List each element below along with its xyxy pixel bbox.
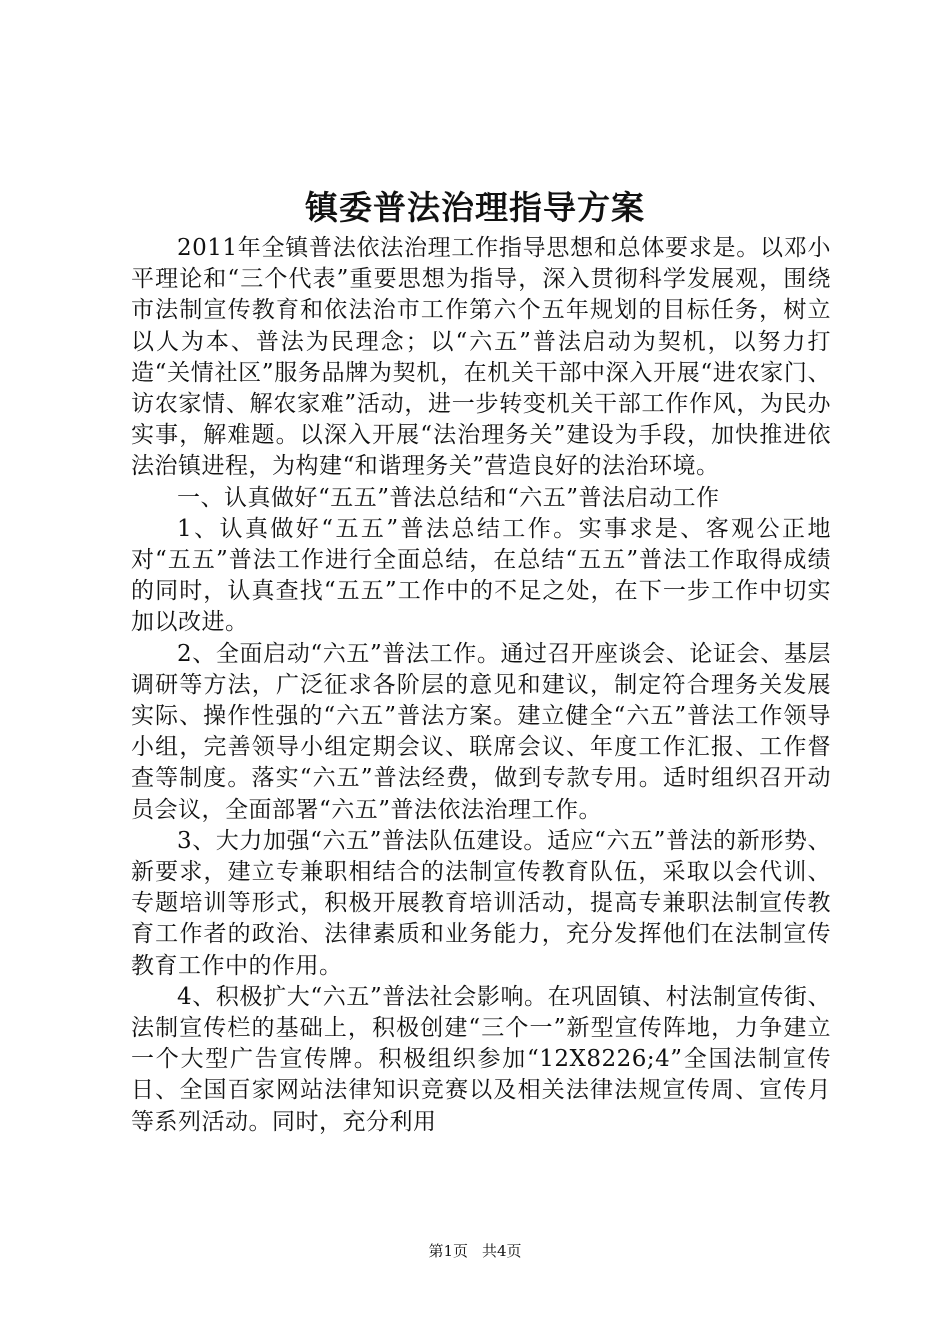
paragraph-item-2: 2、全面启动“六五”普法工作。通过召开座谈会、论证会、基层调研等方法，广泛征求各阶层的意见和建议，制定符合理务关发展实际、操作性强的“六五”普法方案。建立健全“六五”普法工作领导小组，完善领导小组定期会议、联席会议、年度工作汇报、工作督查等制度。落实“六五”普法经费，做到专款专用。适时组织召开动员会议，全面部署“六五”普法依法治理工作。 bbox=[131, 640, 831, 823]
document-body bbox=[131, 233, 831, 1138]
page-footer bbox=[0, 1241, 950, 1261]
paragraph-item-1: 1、认真做好“五五”普法总结工作。实事求是、客观公正地对“五五”普法工作进行全面总结，在总结“五五”普法工作取得成绩的同时，认真查找“五五”工作中的不足之处，在下一步工作中切实加以改进。 bbox=[131, 515, 831, 636]
document-title: 镇委普法治理指导方案 bbox=[305, 188, 645, 227]
section-heading: 一、认真做好“五五”普法总结和“六五”普法启动工作 bbox=[177, 484, 720, 511]
paragraph-item-4: 4、积极扩大“六五”普法社会影响。在巩固镇、村法制宣传街、法制宣传栏的基础上，积极创建“三个一”新型宣传阵地，力争建立一个大型广告宣传牌。积极组织参加“12X8226;4”全国法制宣传日、全国百家网站法律知识竞赛以及相关法律法规宣传周、宣传月等系列活动。同时，充分利用 bbox=[131, 983, 831, 1135]
page-number: 第1页 bbox=[428, 1242, 468, 1260]
paragraph-item-3: 3、大力加强“六五”普法队伍建设。适应“六五”普法的新形势、新要求，建立专兼职相结合的法制宣传教育队伍，采取以会代训、专题培训等形式，积极开展教育培训活动，提高专兼职法制宣传教育工作者的政治、法律素质和业务能力，充分发挥他们在法制宣传教育工作中的作用。 bbox=[131, 827, 831, 979]
paragraph-intro: 2011年全镇普法依法治理工作指导思想和总体要求是。以邓小平理论和“三个代表”重要思想为指导，深入贯彻科学发展观，围绕市法制宣传教育和依法治市工作第六个五年规划的目标任务，树立以人为本、普法为民理念；以“六五”普法启动为契机，以努力打造“关情社区”服务品牌为契机，在机关干部中深入开展“进农家门、访农家情、解农家难”活动，进一步转变机关干部工作作风，为民办实事，解难题。以深入开展“法治理务关”建设为手段，加快推进依法治镇进程，为构建“和谐理务关”营造良好的法治环境。 bbox=[131, 235, 831, 480]
page-total: 共4页 bbox=[482, 1242, 522, 1260]
